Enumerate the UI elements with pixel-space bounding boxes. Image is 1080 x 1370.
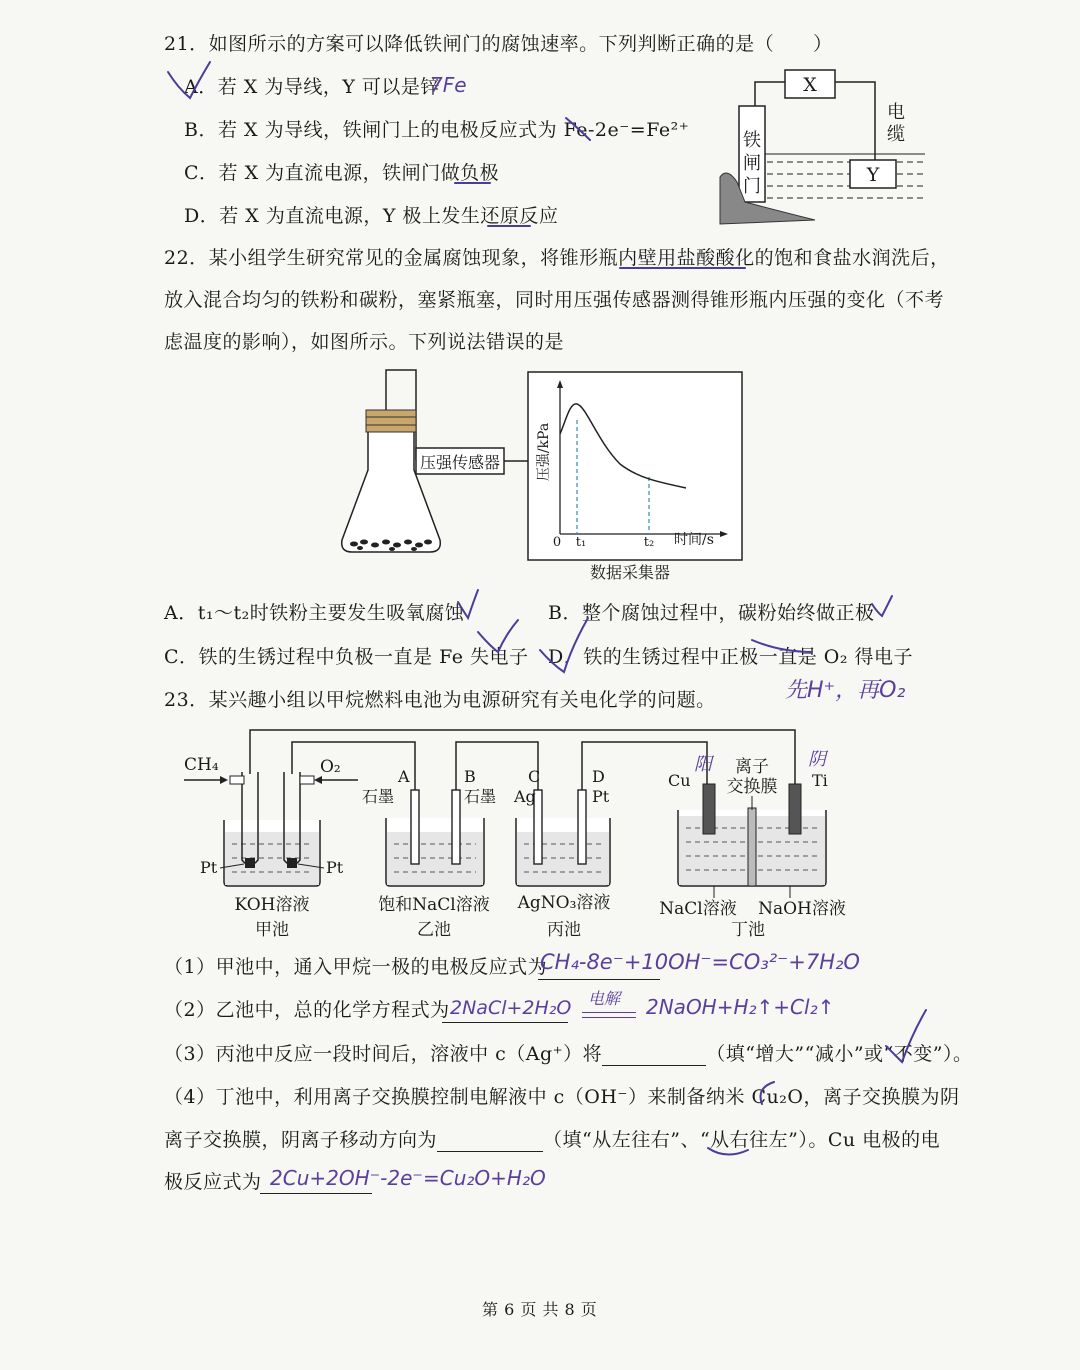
q23-part-2-hand-condition: 电解 [588,989,621,1008]
q23-stem: 23．某兴趣小组以甲烷燃料电池为电源研究有关电化学的问题。 [164,689,716,711]
o2-label: O₂ [320,757,341,777]
cell-bing-name: 丙池 [547,920,581,940]
nacl-solution-label: 饱和NaCl溶液 [378,895,490,915]
chart-xtick-t1: t₁ [575,535,587,550]
q22-option-a[interactable]: A．t₁～t₂时铁粉主要发生吸氧腐蚀 [164,602,465,624]
q21-stem: 21．如图所示的方案可以降低铁闸门的腐蚀速率。下列判断正确的是（ ） [164,33,833,55]
electrode-b-label: B [464,767,476,786]
q22-option-b[interactable]: B．整个腐蚀过程中，碳粉始终做正极 [548,602,875,624]
pressure-sensor-label: 压强传感器 [419,453,501,472]
ding-nacl-label: NaCl溶液 [659,899,737,919]
electrode-a-label: A [398,767,410,786]
membrane-label-line-1: 离子 [735,757,769,777]
chart-xtick-0: 0 [552,535,562,550]
q23-part-1-hand-answer: CH₄-8e⁻+10OH⁻=CO₃²⁻+7H₂O [540,950,860,974]
ch4-label: CH₄ [184,755,219,775]
q23-part-3-text-a: （3）丙池中反应一段时间后，溶液中 c（Ag⁺）将 [164,1043,603,1065]
cell-ding-name: 丁池 [731,920,765,940]
q23-part-2-hand-products: 2NaOH+H₂↑+Cl₂↑ [646,995,835,1019]
q21-option-b[interactable]: B．若 X 为导线，铁闸门上的电极反应式为 Fe-2e⁻=Fe²⁺ [184,119,690,141]
cell-yi-name: 乙池 [417,920,451,940]
pt-left-label: Pt [200,858,218,877]
ti-electrode-label: Ti [812,771,828,790]
page-footer: 第 6 页 共 8 页 [482,1300,598,1319]
chart-xlabel: 时间/s [674,532,714,548]
gate-char-1: 铁 [743,130,761,151]
data-collector-caption: 数据采集器 [589,563,671,582]
q23-part-3-text-b: （填“增大”“减小”或“不变”）。 [706,1043,973,1065]
q23-part-2-text: （2）乙池中，总的化学方程式为 [164,999,450,1021]
q23-part-4-text-c: 极反应式为 [164,1171,262,1193]
chart-xtick-t2: t₂ [643,535,655,550]
underline-23-4 [708,1148,748,1155]
gate-char-3: 门 [743,176,761,197]
cable-char-1: 电 [887,102,905,123]
hand-note-cu-anode: 阳 [694,754,712,775]
check-mark-22a [458,590,478,618]
box-y-label: Y [866,164,880,186]
hand-note-ti-cathode: 阴 [808,749,826,770]
q22-hand-note: 先H⁺，再O₂ [785,678,906,703]
q23-part-2-hand-answer: 2NaCl+2H₂O [450,997,572,1019]
graphite-b-label: 石墨 [464,787,497,806]
cable-char-2: 缆 [887,124,905,145]
electrode-d-label: D [592,767,605,786]
q22-stem-line-1: 22．某小组学生研究常见的金属腐蚀现象，将锥形瓶内壁用盐酸酸化的饱和食盐水润洗后， [164,247,950,269]
electrode-c-label: C [528,767,541,786]
q22-option-c[interactable]: C．铁的生锈过程中负极一直是 Fe 失电子 [164,646,529,668]
q22-option-d[interactable]: D．铁的生锈过程中正极一直是 O₂ 得电子 [548,646,914,668]
ag-electrode-label: Ag [514,787,536,806]
cell-jia-name: 甲池 [255,920,289,940]
q21-option-a[interactable]: A．若 X 为导线，Y 可以是锌 [184,76,440,98]
check-mark-22c [478,620,518,652]
cu-electrode-label: Cu [668,771,691,790]
q23-part-4-text-b: （填“从左往右”、“从右往左”）。Cu 电极的电 [543,1129,941,1151]
check-mark-21a [168,62,210,98]
q23-part-4-text-a: 离子交换膜，阴离子移动方向为 [164,1129,438,1151]
box-x-label: X [803,74,817,96]
check-mark-22d [540,618,588,672]
q21-hand-note: 7Fe [430,73,467,97]
check-mark-22b [872,596,892,616]
graphite-a-label: 石墨 [362,787,395,806]
bracket-23-4 [761,1082,775,1104]
q22-stem-line-3: 虑温度的影响），如图所示。下列说法错误的是 [164,331,565,353]
chart-ylabel: 压强/kPa [536,422,552,482]
q21-option-c[interactable]: C．若 X 为直流电源，铁闸门做负极 [184,162,500,184]
koh-solution-label: KOH溶液 [234,895,310,915]
q23-part-1-text: （1）甲池中，通入甲烷一极的电极反应式为 [164,956,548,978]
q21-option-d[interactable]: D．若 X 为直流电源，Y 极上发生还原反应 [184,205,559,227]
agno3-solution-label: AgNO₃溶液 [517,893,611,913]
q23-part-4-hand-answer: 2Cu+2OH⁻-2e⁻=Cu₂O+H₂O [270,1166,546,1190]
pt-d-electrode-label: Pt [592,787,610,806]
gate-char-2: 闸 [743,153,761,174]
membrane-label-line-2: 交换膜 [726,777,778,797]
q23-part-4-line-1: （4）丁池中，利用离子交换膜控制电解液中 c（OH⁻）来制备纳米 Cu₂O，离子交换膜为阴 [164,1086,960,1108]
strike-21b [566,118,590,140]
pt-right-label: Pt [326,858,344,877]
strike-22d [752,640,812,652]
check-mark-23-3 [886,1010,926,1062]
ding-naoh-label: NaOH溶液 [758,899,846,919]
q22-stem-line-2: 放入混合均匀的铁粉和碳粉，塞紧瓶塞，同时用压强传感器测得锥形瓶内压强的变化（不考 [164,289,945,311]
